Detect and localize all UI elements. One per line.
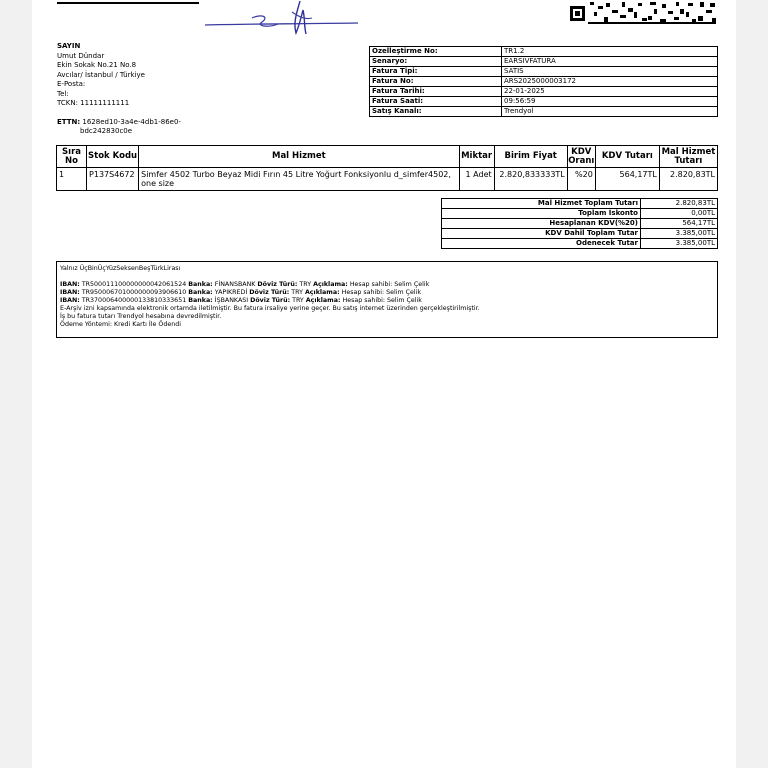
iban-label: IBAN: bbox=[60, 281, 80, 288]
bank-label: Banka: bbox=[188, 281, 213, 288]
cell-description: Simfer 4502 Turbo Beyaz Midi Fırın 45 Litre Yoğurt Fonksiyonlu d_simfer4502, one size bbox=[139, 168, 459, 191]
currency-label: Döviz Türü: bbox=[250, 297, 291, 304]
totals-value: 2.820,83TL bbox=[641, 199, 718, 209]
totals-table bbox=[441, 198, 718, 249]
iban-line bbox=[60, 281, 714, 289]
bank-label: Banka: bbox=[188, 289, 213, 296]
totals-value: 564,17TL bbox=[641, 219, 718, 229]
ettn-block bbox=[57, 118, 207, 136]
buyer-heading: SAYIN bbox=[57, 42, 81, 50]
currency-value: TRY bbox=[292, 297, 304, 304]
meta-row bbox=[370, 67, 718, 77]
bank-name: İŞBANKASI bbox=[214, 297, 249, 304]
signature-image bbox=[200, 0, 365, 42]
col-kdv-orani: KDV Oranı bbox=[568, 146, 595, 166]
meta-value: EARSIVFATURA bbox=[502, 57, 718, 67]
buyer-name: Umut Dündar bbox=[57, 51, 105, 60]
col-sira-no: Sıra No bbox=[57, 146, 87, 168]
col-mal-hizmet: Mal Hizmet bbox=[139, 146, 459, 168]
totals-key: Toplam İskonto bbox=[442, 209, 641, 219]
meta-key: Özelleştirme No: bbox=[370, 47, 502, 57]
currency-value: TRY bbox=[299, 281, 312, 288]
col-mal-hizmet-tutari: Mal Hizmet Tutarı bbox=[659, 146, 717, 168]
meta-value: SATIS bbox=[502, 67, 718, 77]
totals-key: Ödenecek Tutar bbox=[442, 239, 641, 249]
meta-key: Senaryo: bbox=[370, 57, 502, 67]
ettn-value-2: bdc242830c0e bbox=[80, 127, 133, 135]
col-miktar: Miktar bbox=[459, 146, 494, 168]
totals-row bbox=[442, 199, 718, 209]
description-label: Açıklama: bbox=[304, 289, 340, 296]
iban-number: TR370006400000133810333651 bbox=[81, 297, 187, 304]
totals-value: 3.385,00TL bbox=[641, 229, 718, 239]
iban-number: TR500011100000000042061524 bbox=[81, 281, 187, 288]
meta-row bbox=[370, 47, 718, 57]
meta-value: Trendyol bbox=[502, 107, 718, 117]
description-value: Hesap sahibi: Selim Çelik bbox=[349, 281, 430, 288]
cell-unit-price: 2.820,833333TL bbox=[494, 168, 567, 191]
totals-row bbox=[442, 219, 718, 229]
items-header-row bbox=[57, 146, 718, 168]
totals-row bbox=[442, 229, 718, 239]
iban-label: IBAN: bbox=[60, 297, 80, 304]
cell-no: 1 bbox=[57, 168, 87, 191]
description-value: Hesap sahibi: Selim Çelik bbox=[342, 297, 422, 304]
description-label: Açıklama: bbox=[305, 297, 341, 304]
bank-name: FİNANSBANK bbox=[214, 281, 256, 288]
ettn-value-1: 1628ed10-3a4e-4db1-86e0- bbox=[82, 118, 181, 126]
cell-kdv-rate: %20 bbox=[567, 168, 595, 191]
iban-label: IBAN: bbox=[60, 289, 80, 296]
totals-key: Hesaplanan KDV(%20) bbox=[442, 219, 641, 229]
items-table bbox=[56, 145, 718, 191]
buyer-tckn: TCKN: 11111111111 bbox=[57, 99, 130, 107]
bank-label: Banka: bbox=[188, 297, 213, 304]
totals-value: 3.385,00TL bbox=[641, 239, 718, 249]
meta-value: 22-01-2025 bbox=[502, 87, 718, 97]
totals-key: Mal Hizmet Toplam Tutarı bbox=[442, 199, 641, 209]
iban-number: TR950006701000000093906610 bbox=[81, 289, 187, 296]
meta-row bbox=[370, 97, 718, 107]
meta-value: TR1.2 bbox=[502, 47, 718, 57]
buyer-city: Avcılar/ İstanbul / Türkiye bbox=[57, 70, 145, 79]
notes-box bbox=[56, 261, 718, 338]
buyer-address bbox=[57, 42, 145, 109]
cell-line-total: 2.820,83TL bbox=[659, 168, 717, 191]
meta-value: 09:56:59 bbox=[502, 97, 718, 107]
cell-stock-code: P137S4672 bbox=[87, 168, 139, 191]
totals-value: 0,00TL bbox=[641, 209, 718, 219]
note-line: E-Arşiv izni kapsamında elektronik ortamda iletilmiştir. Bu fatura irsaliye yerine geçer. Bu satış internet üzerinden gerçekleştirilmiştir. bbox=[60, 305, 480, 312]
buyer-phone: Tel: bbox=[57, 89, 69, 98]
meta-row bbox=[370, 87, 718, 97]
currency-label: Döviz Türü: bbox=[249, 289, 290, 296]
cell-kdv-amount: 564,17TL bbox=[595, 168, 659, 191]
totals-key: KDV Dahil Toplam Tutar bbox=[442, 229, 641, 239]
currency-value: TRY bbox=[291, 289, 303, 296]
meta-row bbox=[370, 77, 718, 87]
col-birim-fiyat: Birim Fiyat bbox=[494, 146, 567, 168]
description-value: Hesap sahibi: Selim Çelik bbox=[341, 289, 422, 296]
cell-quantity: 1 Adet bbox=[459, 168, 494, 191]
buyer-email: E-Posta: bbox=[57, 80, 86, 88]
bank-name: YAPIKREDİ bbox=[214, 289, 248, 296]
buyer-street: Ekin Sokak No.21 No.8 bbox=[57, 61, 137, 69]
ettn-label: ETTN: bbox=[57, 118, 81, 126]
description-label: Açıklama: bbox=[313, 281, 348, 288]
meta-key: Fatura No: bbox=[370, 77, 502, 87]
col-kdv-tutari: KDV Tutarı bbox=[595, 146, 659, 168]
meta-row bbox=[370, 57, 718, 67]
meta-row bbox=[370, 107, 718, 117]
meta-key: Fatura Tarihi: bbox=[370, 87, 502, 97]
payment-method: Ödeme Yöntemi: Kredi Kartı İle Ödendi bbox=[60, 321, 181, 328]
invoice-meta-table bbox=[369, 46, 718, 117]
top-rule bbox=[57, 2, 199, 4]
currency-label: Döviz Türü: bbox=[257, 281, 298, 288]
iban-line bbox=[60, 289, 714, 297]
meta-key: Satış Kanalı: bbox=[370, 107, 502, 117]
meta-value: ARS2025000003172 bbox=[502, 77, 718, 87]
totals-row bbox=[442, 209, 718, 219]
qr-code-image bbox=[568, 0, 718, 27]
amount-in-words: Yalnız ÜçBinÜçYüzSeksenBeşTürkLirası bbox=[60, 265, 181, 272]
note-line: İş bu fatura tutarı Trendyol hesabına devredilmiştir. bbox=[60, 313, 222, 320]
table-row bbox=[57, 168, 718, 191]
col-stok-kodu: Stok Kodu bbox=[87, 146, 139, 168]
meta-key: Fatura Tipi: bbox=[370, 67, 502, 77]
iban-line bbox=[60, 297, 714, 305]
meta-key: Fatura Saati: bbox=[370, 97, 502, 107]
totals-row bbox=[442, 239, 718, 249]
